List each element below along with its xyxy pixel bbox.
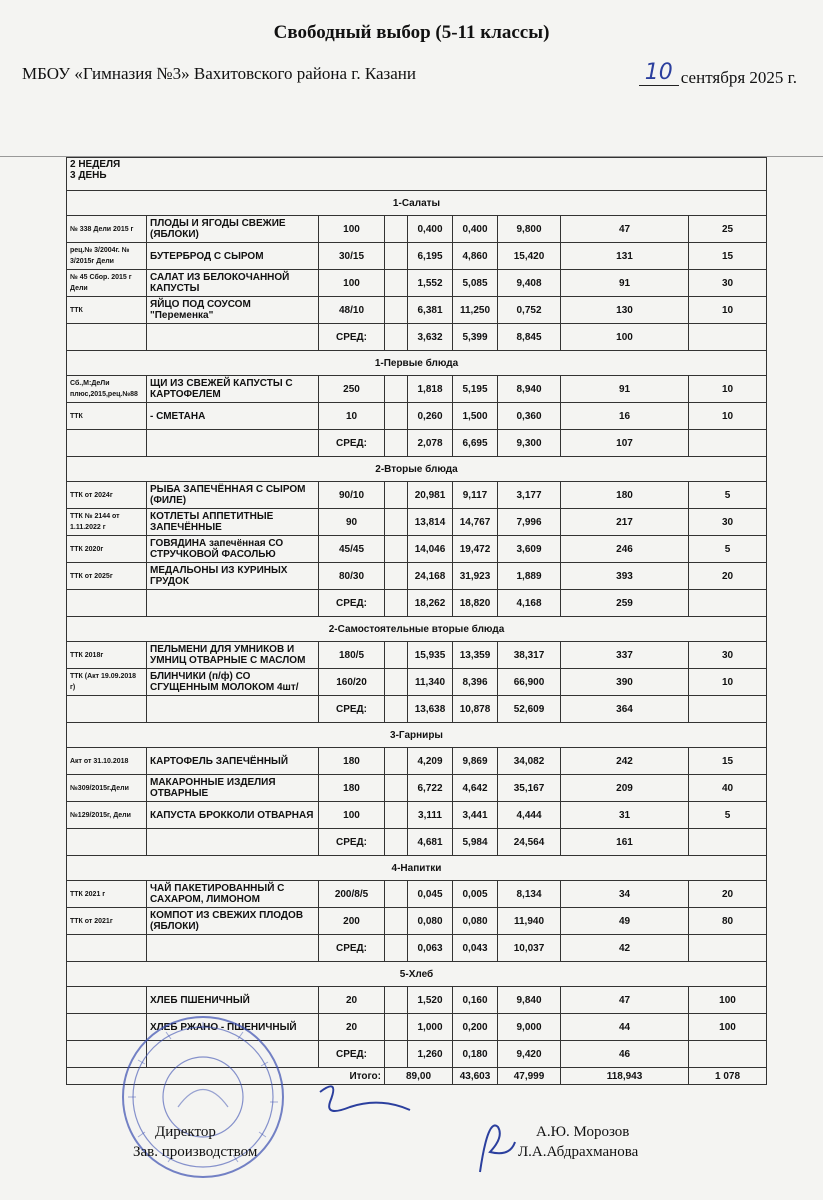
dish-fat: 14,767 [453, 509, 498, 536]
average-carbs: 4,168 [498, 590, 561, 617]
dish-fat: 19,472 [453, 536, 498, 563]
dish-price: 30 [689, 642, 767, 669]
dish-kcal: 47 [561, 987, 689, 1014]
dish-name: ХЛЕБ ПШЕНИЧНЫЙ [147, 987, 319, 1014]
empty-cell [385, 243, 408, 270]
dish-protein: 4,209 [408, 748, 453, 775]
dish-kcal: 47 [561, 216, 689, 243]
dish-protein: 15,935 [408, 642, 453, 669]
recipe-source: ТТК 2021 г [67, 881, 147, 908]
average-fat: 5,984 [453, 829, 498, 856]
empty-cell [385, 908, 408, 935]
dish-row [67, 297, 767, 324]
empty-cell [385, 935, 408, 962]
date-day-handwritten: 10 [639, 60, 679, 86]
empty-cell [385, 216, 408, 243]
dish-weight: 180/5 [319, 642, 385, 669]
dish-price: 5 [689, 802, 767, 829]
dish-weight: 200/8/5 [319, 881, 385, 908]
empty-cell [689, 829, 767, 856]
dish-name: БУТЕРБРОД С СЫРОМ [147, 243, 319, 270]
empty-cell [147, 935, 319, 962]
dish-kcal: 49 [561, 908, 689, 935]
production-manager-name: Л.А.Абдрахманова [518, 1144, 639, 1160]
section-title: 5-Хлеб [67, 962, 767, 987]
dish-row [67, 881, 767, 908]
empty-cell [385, 563, 408, 590]
empty-cell [385, 430, 408, 457]
section-header [67, 723, 767, 748]
section-title: 1-Первые блюда [67, 351, 767, 376]
average-carbs: 9,420 [498, 1041, 561, 1068]
empty-cell [385, 1014, 408, 1041]
dish-carbs: 9,800 [498, 216, 561, 243]
dish-weight: 20 [319, 1014, 385, 1041]
dish-row [67, 216, 767, 243]
organization-name: МБОУ «Гимназия №3» Вахитовского района г. Казани [22, 64, 416, 83]
dish-fat: 13,359 [453, 642, 498, 669]
empty-cell [67, 829, 147, 856]
dish-price: 100 [689, 987, 767, 1014]
dish-carbs: 8,134 [498, 881, 561, 908]
director-signature-icon [300, 1072, 420, 1132]
dish-carbs: 4,444 [498, 802, 561, 829]
signature-names [518, 1122, 638, 1162]
dish-price: 5 [689, 536, 767, 563]
total-kcal: 1 078 [689, 1068, 767, 1085]
average-label: СРЕД: [319, 696, 385, 723]
dish-protein: 1,818 [408, 376, 453, 403]
dish-row [67, 563, 767, 590]
empty-cell [67, 324, 147, 351]
empty-cell [67, 935, 147, 962]
director-title: Директор [155, 1124, 216, 1140]
average-fat: 5,399 [453, 324, 498, 351]
dish-name: МЕДАЛЬОНЫ ИЗ КУРИНЫХ ГРУДОК [147, 563, 319, 590]
average-fat: 0,043 [453, 935, 498, 962]
dish-protein: 0,045 [408, 881, 453, 908]
dish-name: РЫБА ЗАПЕЧЁННАЯ С СЫРОМ (ФИЛЕ) [147, 482, 319, 509]
dish-row [67, 509, 767, 536]
average-kcal: 161 [561, 829, 689, 856]
dish-row [67, 270, 767, 297]
dish-name: КАРТОФЕЛЬ ЗАПЕЧЁННЫЙ [147, 748, 319, 775]
dish-carbs: 34,082 [498, 748, 561, 775]
dish-kcal: 242 [561, 748, 689, 775]
empty-cell [385, 270, 408, 297]
recipe-source: рец.№ 3/2004г. № 3/2015г Дели [67, 243, 147, 270]
empty-cell [147, 430, 319, 457]
empty-cell [385, 669, 408, 696]
dish-name: КАПУСТА БРОККОЛИ ОТВАРНАЯ [147, 802, 319, 829]
dish-carbs: 9,408 [498, 270, 561, 297]
total-sum: 89,00 [385, 1068, 453, 1085]
empty-cell [147, 696, 319, 723]
dish-protein: 13,814 [408, 509, 453, 536]
section-title: 3-Гарниры [67, 723, 767, 748]
dish-weight: 160/20 [319, 669, 385, 696]
dish-weight: 180 [319, 775, 385, 802]
dish-carbs: 3,609 [498, 536, 561, 563]
empty-cell [689, 324, 767, 351]
dish-weight: 100 [319, 270, 385, 297]
dish-weight: 48/10 [319, 297, 385, 324]
dish-row [67, 482, 767, 509]
empty-cell [385, 775, 408, 802]
signature-titles [133, 1122, 257, 1162]
recipe-source: ТТК № 2144 от 1.11.2022 г [67, 509, 147, 536]
dish-kcal: 16 [561, 403, 689, 430]
average-label: СРЕД: [319, 324, 385, 351]
recipe-source: ТТК [67, 403, 147, 430]
dish-price: 15 [689, 748, 767, 775]
dish-name: БЛИНЧИКИ (п/ф) СО СГУЩЕННЫМ МОЛОКОМ 4шт/ [147, 669, 319, 696]
production-signature-icon [470, 1112, 520, 1182]
dish-row [67, 403, 767, 430]
dish-fat: 0,400 [453, 216, 498, 243]
empty-cell [385, 881, 408, 908]
dish-fat: 31,923 [453, 563, 498, 590]
dish-price: 20 [689, 881, 767, 908]
empty-cell [689, 1041, 767, 1068]
dish-kcal: 337 [561, 642, 689, 669]
dish-kcal: 34 [561, 881, 689, 908]
date-month-year: сентября 2025 г. [680, 68, 797, 87]
average-kcal: 42 [561, 935, 689, 962]
dish-carbs: 0,360 [498, 403, 561, 430]
empty-cell [385, 1041, 408, 1068]
dish-price: 25 [689, 216, 767, 243]
dish-row [67, 748, 767, 775]
dish-kcal: 131 [561, 243, 689, 270]
dish-price: 30 [689, 509, 767, 536]
empty-cell [385, 297, 408, 324]
dish-weight: 20 [319, 987, 385, 1014]
dish-fat: 4,860 [453, 243, 498, 270]
dish-price: 10 [689, 669, 767, 696]
dish-kcal: 91 [561, 270, 689, 297]
dish-fat: 0,005 [453, 881, 498, 908]
dish-name: ЩИ ИЗ СВЕЖЕЙ КАПУСТЫ С КАРТОФЕЛЕМ [147, 376, 319, 403]
dish-weight: 250 [319, 376, 385, 403]
director-name: А.Ю. Морозов [536, 1124, 630, 1140]
recipe-source: ТТК от 2021г [67, 908, 147, 935]
section-title: 2-Вторые блюда [67, 457, 767, 482]
dish-carbs: 0,752 [498, 297, 561, 324]
dish-row [67, 775, 767, 802]
dish-price: 15 [689, 243, 767, 270]
average-carbs: 8,845 [498, 324, 561, 351]
dish-kcal: 91 [561, 376, 689, 403]
average-protein: 18,262 [408, 590, 453, 617]
total-carbs: 118,943 [561, 1068, 689, 1085]
dish-price: 10 [689, 403, 767, 430]
dish-protein: 3,111 [408, 802, 453, 829]
empty-cell [385, 829, 408, 856]
dish-name: КОМПОТ ИЗ СВЕЖИХ ПЛОДОВ (ЯБЛОКИ) [147, 908, 319, 935]
section-header [67, 856, 767, 881]
dish-carbs: 11,940 [498, 908, 561, 935]
day-label: 3 ДЕНЬ [70, 170, 107, 181]
dish-weight: 100 [319, 216, 385, 243]
average-carbs: 10,037 [498, 935, 561, 962]
recipe-source: ТТК от 2024г [67, 482, 147, 509]
dish-fat: 9,117 [453, 482, 498, 509]
average-protein: 2,078 [408, 430, 453, 457]
recipe-source: ТТК от 2025г [67, 563, 147, 590]
dish-row [67, 669, 767, 696]
menu-table [66, 157, 767, 1085]
empty-cell [689, 935, 767, 962]
empty-cell [385, 748, 408, 775]
document-title: Свободный выбор (5-11 классы) [273, 22, 550, 43]
dish-carbs: 38,317 [498, 642, 561, 669]
average-protein: 3,632 [408, 324, 453, 351]
dish-protein: 6,195 [408, 243, 453, 270]
production-manager-title: Зав. производством [133, 1144, 258, 1160]
dish-name: ЧАЙ ПАКЕТИРОВАННЫЙ С САХАРОМ, ЛИМОНОМ [147, 881, 319, 908]
recipe-source: Акт от 31.10.2018 [67, 748, 147, 775]
dish-protein: 1,520 [408, 987, 453, 1014]
recipe-source: ТТК [67, 297, 147, 324]
dish-protein: 6,722 [408, 775, 453, 802]
dish-fat: 11,250 [453, 297, 498, 324]
recipe-source: № 45 Сбор. 2015 г Дели [67, 270, 147, 297]
dish-kcal: 44 [561, 1014, 689, 1041]
dish-carbs: 1,889 [498, 563, 561, 590]
empty-cell [385, 696, 408, 723]
section-header [67, 351, 767, 376]
section-header [67, 191, 767, 216]
dish-name: ПЕЛЬМЕНИ ДЛЯ УМНИКОВ И УМНИЦ ОТВАРНЫЕ С МАСЛОМ [147, 642, 319, 669]
dish-carbs: 9,840 [498, 987, 561, 1014]
average-row [67, 696, 767, 723]
dish-weight: 10 [319, 403, 385, 430]
dish-carbs: 15,420 [498, 243, 561, 270]
dish-fat: 0,160 [453, 987, 498, 1014]
empty-cell [689, 430, 767, 457]
dish-fat: 5,195 [453, 376, 498, 403]
empty-cell [385, 590, 408, 617]
empty-cell [385, 403, 408, 430]
dish-row [67, 243, 767, 270]
dish-protein: 11,340 [408, 669, 453, 696]
dish-carbs: 66,900 [498, 669, 561, 696]
dish-kcal: 130 [561, 297, 689, 324]
document-date [639, 60, 797, 90]
section-header [67, 617, 767, 642]
average-fat: 6,695 [453, 430, 498, 457]
dish-price: 30 [689, 270, 767, 297]
dish-fat: 1,500 [453, 403, 498, 430]
recipe-source: № 338 Дели 2015 г [67, 216, 147, 243]
total-label: Итого: [67, 1068, 385, 1085]
empty-cell [385, 987, 408, 1014]
dish-fat: 0,080 [453, 908, 498, 935]
dish-price: 5 [689, 482, 767, 509]
dish-name: - СМЕТАНА [147, 403, 319, 430]
average-carbs: 9,300 [498, 430, 561, 457]
dish-price: 20 [689, 563, 767, 590]
empty-cell [67, 430, 147, 457]
empty-cell [147, 829, 319, 856]
average-protein: 1,260 [408, 1041, 453, 1068]
week-day-header [67, 158, 767, 191]
dish-name: КОТЛЕТЫ АППЕТИТНЫЕ ЗАПЕЧЁННЫЕ [147, 509, 319, 536]
average-row [67, 430, 767, 457]
section-title: 1-Салаты [67, 191, 767, 216]
empty-cell [385, 509, 408, 536]
average-kcal: 107 [561, 430, 689, 457]
recipe-source: №129/2015г, Дели [67, 802, 147, 829]
dish-kcal: 217 [561, 509, 689, 536]
dish-name: ПЛОДЫ И ЯГОДЫ СВЕЖИЕ (ЯБЛОКИ) [147, 216, 319, 243]
average-row [67, 324, 767, 351]
average-label: СРЕД: [319, 829, 385, 856]
average-row [67, 829, 767, 856]
dish-price: 40 [689, 775, 767, 802]
average-carbs: 24,564 [498, 829, 561, 856]
average-kcal: 259 [561, 590, 689, 617]
dish-name: ХЛЕБ РЖАНО - ПШЕНИЧНЫЙ [147, 1014, 319, 1041]
dish-carbs: 35,167 [498, 775, 561, 802]
dish-carbs: 8,940 [498, 376, 561, 403]
recipe-source: ТТК 2018г [67, 642, 147, 669]
dish-row [67, 987, 767, 1014]
dish-kcal: 393 [561, 563, 689, 590]
recipe-source: ТТК (Акт 19.09.2018 г) [67, 669, 147, 696]
dish-price: 10 [689, 376, 767, 403]
dish-protein: 6,381 [408, 297, 453, 324]
empty-cell [147, 324, 319, 351]
average-protein: 13,638 [408, 696, 453, 723]
dish-kcal: 390 [561, 669, 689, 696]
average-kcal: 46 [561, 1041, 689, 1068]
empty-cell [385, 536, 408, 563]
dish-row [67, 376, 767, 403]
empty-cell [689, 696, 767, 723]
dish-price: 100 [689, 1014, 767, 1041]
dish-kcal: 246 [561, 536, 689, 563]
average-row [67, 590, 767, 617]
average-label: СРЕД: [319, 1041, 385, 1068]
dish-row [67, 536, 767, 563]
dish-weight: 90/10 [319, 482, 385, 509]
total-fat: 47,999 [498, 1068, 561, 1085]
dish-name: САЛАТ ИЗ БЕЛОКОЧАННОЙ КАПУСТЫ [147, 270, 319, 297]
recipe-source [67, 987, 147, 1014]
dish-weight: 100 [319, 802, 385, 829]
dish-protein: 0,400 [408, 216, 453, 243]
average-kcal: 364 [561, 696, 689, 723]
section-header [67, 457, 767, 482]
week-day-cell [67, 158, 767, 191]
empty-cell [385, 376, 408, 403]
average-fat: 10,878 [453, 696, 498, 723]
empty-cell [385, 482, 408, 509]
dish-fat: 8,396 [453, 669, 498, 696]
dish-row [67, 908, 767, 935]
recipe-source: ТТК 2020г [67, 536, 147, 563]
recipe-source: №309/2015г.Дели [67, 775, 147, 802]
empty-cell [147, 590, 319, 617]
average-fat: 0,180 [453, 1041, 498, 1068]
dish-name: ЯЙЦО ПОД СОУСОМ "Переменка" [147, 297, 319, 324]
average-label: СРЕД: [319, 935, 385, 962]
dish-fat: 3,441 [453, 802, 498, 829]
empty-cell [689, 590, 767, 617]
dish-kcal: 209 [561, 775, 689, 802]
recipe-source: Сб.,М:ДеЛи плюс,2015,рец.№88 [67, 376, 147, 403]
empty-cell [385, 642, 408, 669]
dish-protein: 24,168 [408, 563, 453, 590]
average-kcal: 100 [561, 324, 689, 351]
dish-weight: 180 [319, 748, 385, 775]
section-title: 2-Самостоятельные вторые блюда [67, 617, 767, 642]
dish-protein: 1,000 [408, 1014, 453, 1041]
average-label: СРЕД: [319, 430, 385, 457]
dish-fat: 5,085 [453, 270, 498, 297]
dish-carbs: 9,000 [498, 1014, 561, 1041]
dish-protein: 0,260 [408, 403, 453, 430]
dish-carbs: 7,996 [498, 509, 561, 536]
average-row [67, 935, 767, 962]
dish-fat: 9,869 [453, 748, 498, 775]
average-carbs: 52,609 [498, 696, 561, 723]
empty-cell [67, 590, 147, 617]
average-protein: 0,063 [408, 935, 453, 962]
week-label: 2 НЕДЕЛЯ [70, 159, 121, 170]
dish-fat: 0,200 [453, 1014, 498, 1041]
dish-name: МАКАРОННЫЕ ИЗДЕЛИЯ ОТВАРНЫЕ [147, 775, 319, 802]
average-fat: 18,820 [453, 590, 498, 617]
dish-weight: 80/30 [319, 563, 385, 590]
dish-protein: 1,552 [408, 270, 453, 297]
dish-protein: 14,046 [408, 536, 453, 563]
dish-name: ГОВЯДИНА запечённая СО СТРУЧКОВОЙ ФАСОЛЬЮ [147, 536, 319, 563]
section-header [67, 962, 767, 987]
average-label: СРЕД: [319, 590, 385, 617]
dish-weight: 200 [319, 908, 385, 935]
empty-cell [385, 324, 408, 351]
dish-price: 10 [689, 297, 767, 324]
dish-weight: 90 [319, 509, 385, 536]
dish-kcal: 31 [561, 802, 689, 829]
dish-row [67, 802, 767, 829]
dish-protein: 20,981 [408, 482, 453, 509]
dish-carbs: 3,177 [498, 482, 561, 509]
section-title: 4-Напитки [67, 856, 767, 881]
dish-kcal: 180 [561, 482, 689, 509]
average-protein: 4,681 [408, 829, 453, 856]
dish-row [67, 642, 767, 669]
dish-fat: 4,642 [453, 775, 498, 802]
dish-weight: 45/45 [319, 536, 385, 563]
empty-cell [385, 802, 408, 829]
dish-price: 80 [689, 908, 767, 935]
dish-protein: 0,080 [408, 908, 453, 935]
empty-cell [67, 696, 147, 723]
total-protein: 43,603 [453, 1068, 498, 1085]
dish-weight: 30/15 [319, 243, 385, 270]
